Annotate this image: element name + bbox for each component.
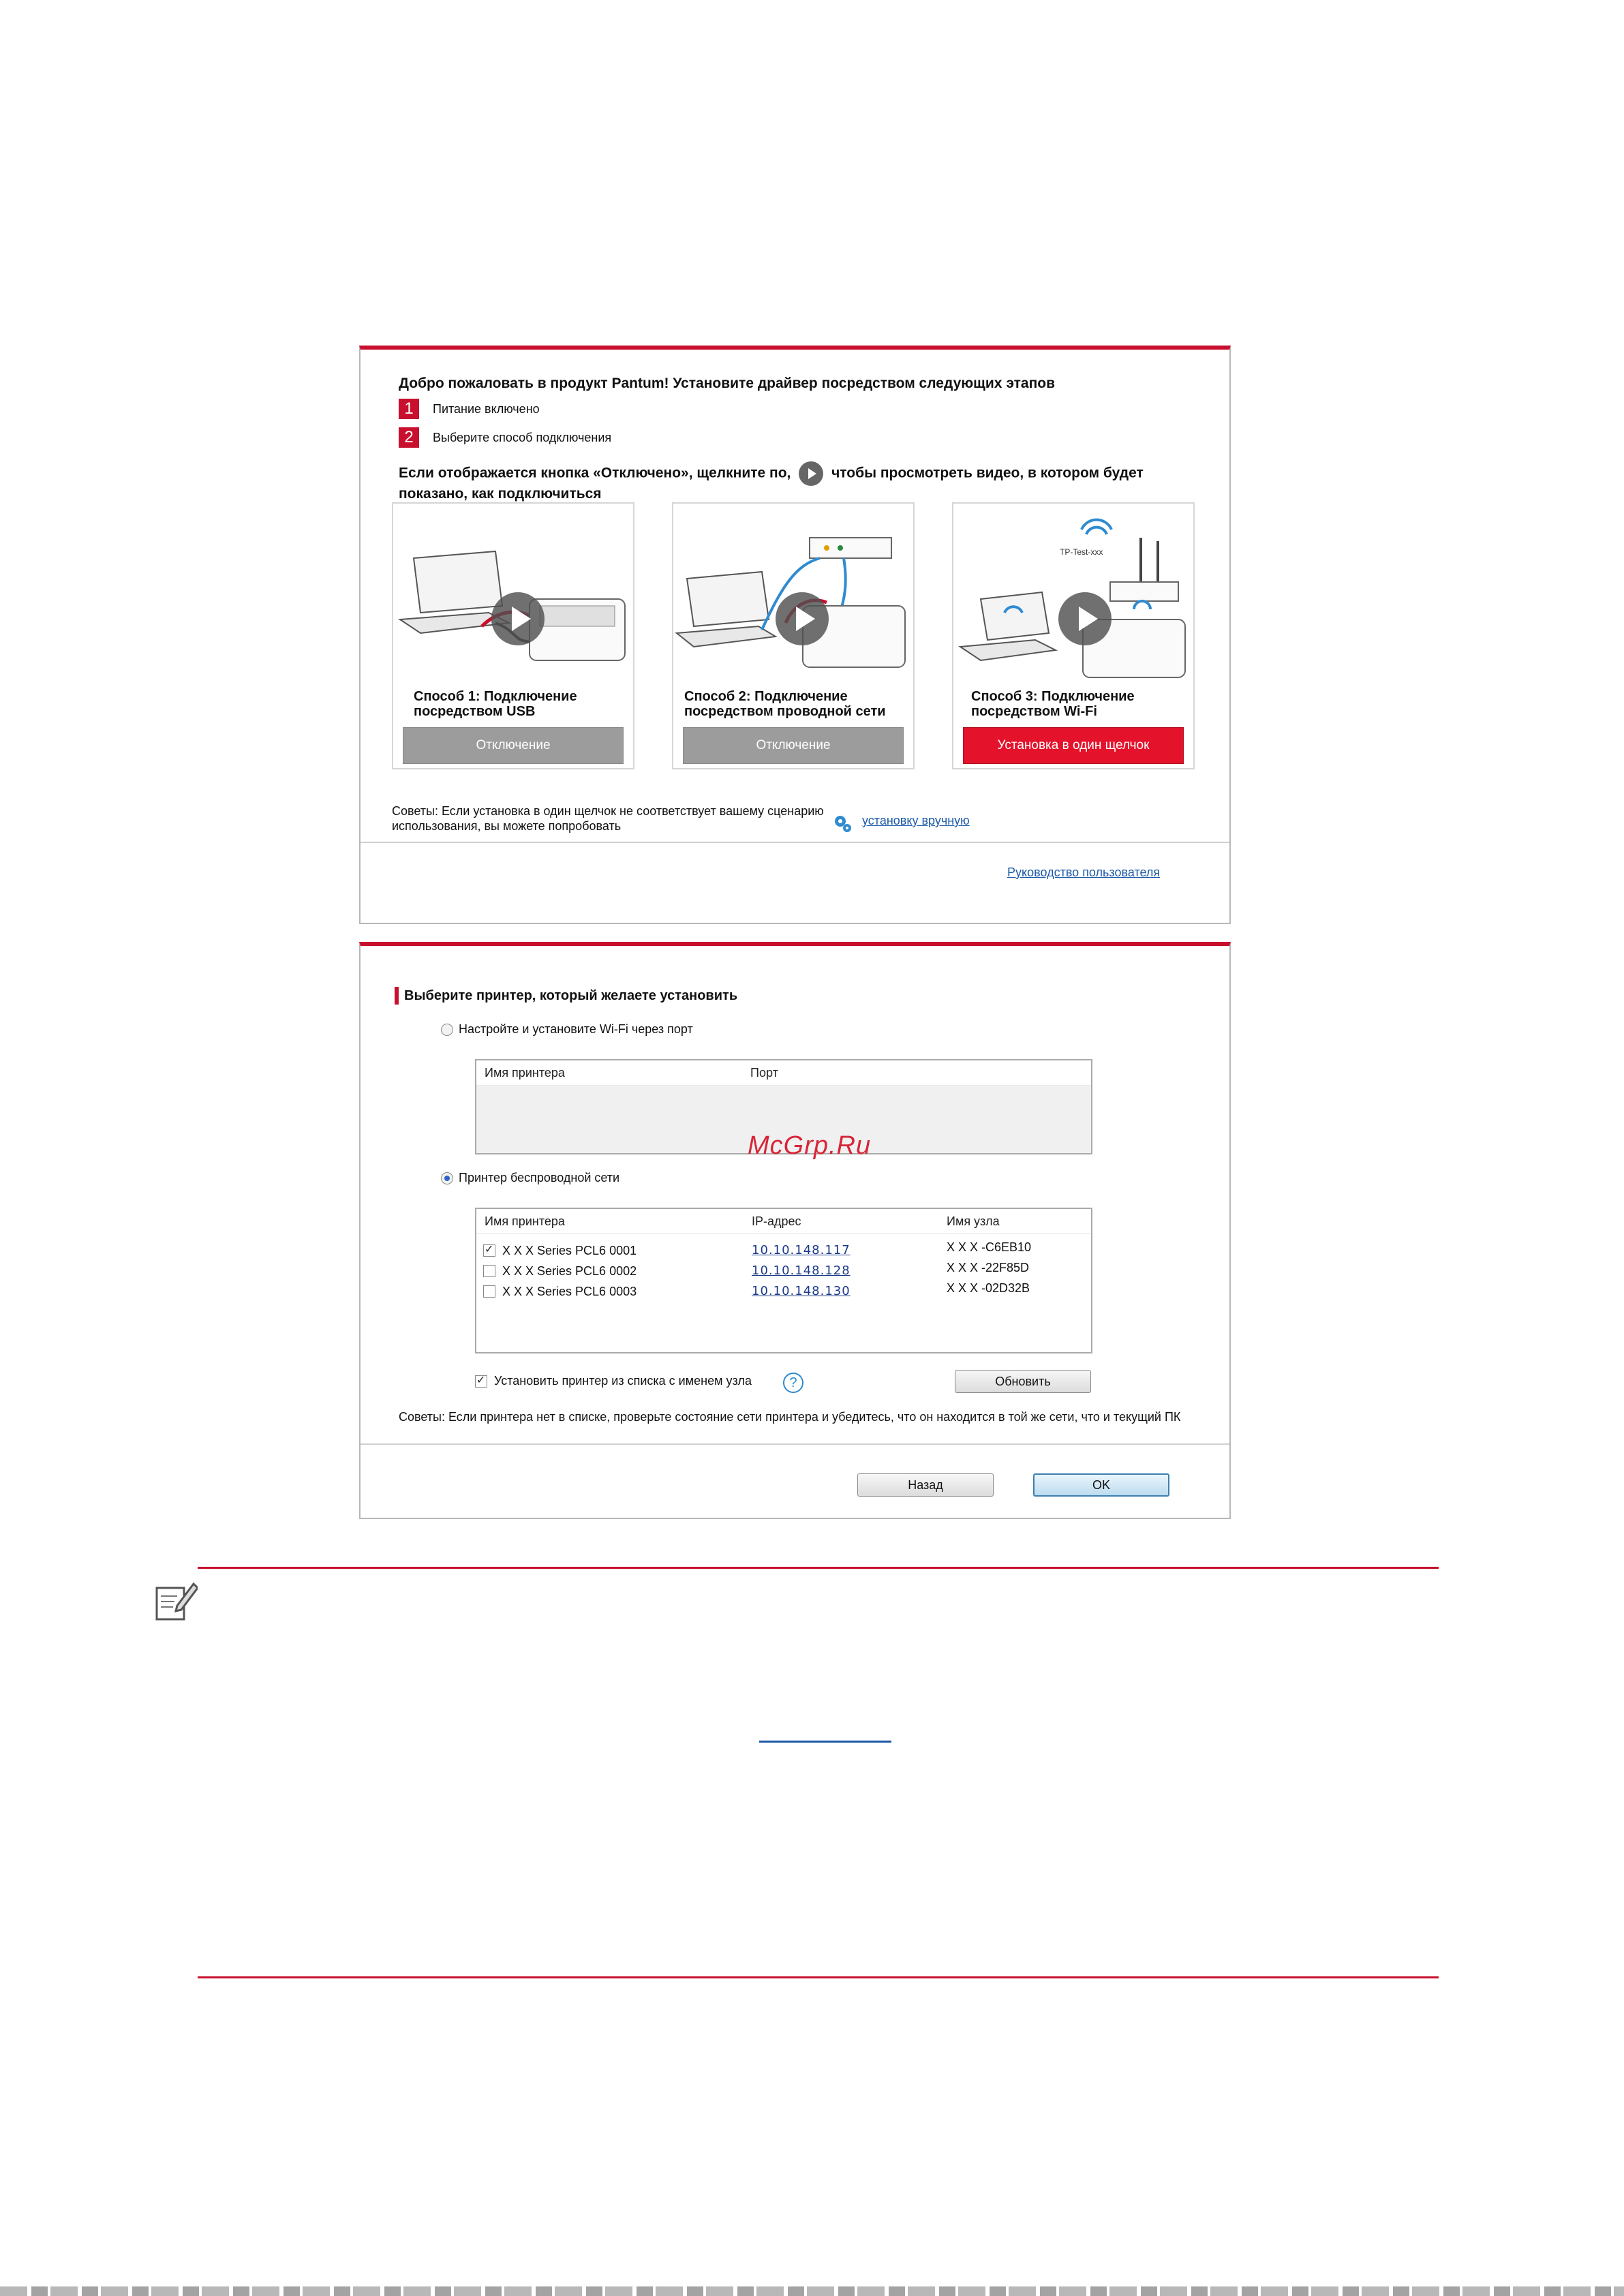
method-card-wired	[672, 502, 915, 769]
install-by-host-label: Установить принтер из списка с именем узла	[494, 1374, 752, 1388]
divider	[361, 842, 1229, 843]
printer-ip-link[interactable]: 10.10.148.128	[752, 1264, 851, 1278]
play-video-icon[interactable]	[799, 461, 823, 486]
link-underline	[759, 1741, 891, 1743]
option-port-radio[interactable]	[441, 1022, 693, 1037]
wifi-ssid-label: TP-Test-xxx	[1060, 547, 1103, 557]
port-col-port: Порт	[750, 1066, 778, 1080]
printer-host: X X X -02D32B	[947, 1281, 1030, 1295]
col-host-name: Имя узла	[947, 1214, 1000, 1228]
install-by-host-checkbox[interactable]	[475, 1375, 487, 1388]
ok-button[interactable]: OK	[1033, 1473, 1169, 1497]
wireless-radio-button[interactable]	[441, 1172, 453, 1184]
row-checkbox[interactable]	[483, 1285, 495, 1298]
one-click-install-button[interactable]: Установка в один щелчок	[963, 727, 1184, 764]
printer-name: X X X Series PCL6 0002	[502, 1264, 637, 1278]
table-row[interactable]	[483, 1240, 637, 1261]
step-1-number: 1	[399, 399, 419, 419]
port-col-printer-name: Имя принтера	[485, 1066, 565, 1080]
help-icon[interactable]: ?	[783, 1373, 803, 1393]
wireless-printer-table	[475, 1208, 1092, 1353]
install-by-host-option[interactable]	[475, 1374, 752, 1388]
select-printer-tips: Советы: Если принтера нет в списке, проверьте состояние сети принтера и убедитесь, что он находится в той же сети, что и текущий ПК	[399, 1410, 1181, 1424]
method-usb-label: Способ 1: Подключение посредством USB	[414, 689, 577, 719]
printer-name: X X X Series PCL6 0001	[502, 1243, 637, 1257]
method-wifi-label: Способ 3: Подключение посредством Wi-Fi	[971, 689, 1135, 719]
back-button[interactable]: Назад	[857, 1473, 994, 1497]
col-ip-address: IP-адрес	[752, 1214, 801, 1228]
option-wireless-label: Принтер беспроводной сети	[459, 1171, 620, 1184]
note-top-rule	[198, 1567, 1439, 1569]
port-radio-button[interactable]	[441, 1024, 453, 1036]
printer-host: X X X -22F85D	[947, 1261, 1030, 1274]
table-row[interactable]	[483, 1281, 637, 1302]
welcome-title: Добро пожаловать в продукт Pantum! Установите драйвер посредством следующих этапов	[399, 376, 1056, 391]
table-row[interactable]	[483, 1261, 637, 1281]
col-printer-name: Имя принтера	[485, 1214, 565, 1228]
installer-welcome-window	[359, 346, 1231, 924]
select-printer-title: Выберите принтер, который желаете установить	[395, 987, 737, 1005]
step-1-label: Питание включено	[433, 401, 540, 416]
step-1	[399, 399, 540, 419]
printer-host: X X X -C6EB10	[947, 1240, 1032, 1254]
installer-tips: Советы: Если установка в один щелчок не соответствует вашему сценарию использования, вы можете попробовать	[392, 804, 824, 833]
video-hint-after: чтобы просмотреть видео, в котором будет показано, как подключиться	[399, 465, 1144, 502]
method-wired-label: Способ 2: Подключение посредством проводной сети	[684, 689, 886, 719]
option-wireless-radio[interactable]	[441, 1171, 619, 1185]
row-checkbox[interactable]	[483, 1265, 495, 1277]
divider	[361, 1443, 1229, 1445]
play-video-usb-icon[interactable]	[491, 592, 545, 645]
watermark: McGrp.Ru	[748, 1131, 872, 1160]
user-guide-link[interactable]: Руководство пользователя	[1007, 866, 1161, 879]
page-bottom-edge	[0, 2286, 1624, 2296]
note-bottom-rule	[198, 1976, 1439, 1978]
method-card-usb	[392, 502, 634, 769]
step-2	[399, 427, 611, 448]
option-port-label: Настройте и установите Wi-Fi через порт	[459, 1022, 693, 1036]
gear-icon	[832, 813, 853, 833]
wired-disabled-button[interactable]: Отключение	[683, 727, 904, 764]
printer-ip-link[interactable]: 10.10.148.130	[752, 1284, 851, 1298]
step-2-number: 2	[399, 427, 419, 448]
note-pencil-icon	[153, 1578, 198, 1623]
play-video-wired-icon[interactable]	[776, 592, 829, 645]
manual-install-link[interactable]: установку вручную	[862, 814, 970, 827]
printer-name: X X X Series PCL6 0003	[502, 1284, 637, 1298]
usb-disabled-button[interactable]: Отключение	[403, 727, 624, 764]
table-header-divider	[476, 1085, 1091, 1086]
row-checkbox[interactable]	[483, 1244, 495, 1257]
step-2-label: Выберите способ подключения	[433, 430, 612, 444]
video-hint-before: Если отображается кнопка «Отключено», щелкните по,	[399, 465, 791, 481]
refresh-button[interactable]: Обновить	[955, 1370, 1091, 1393]
printer-ip-link[interactable]: 10.10.148.117	[752, 1243, 851, 1257]
method-card-wifi	[952, 502, 1195, 769]
play-video-wifi-icon[interactable]	[1058, 592, 1112, 645]
video-hint	[399, 461, 1203, 502]
select-printer-window	[359, 942, 1231, 1519]
